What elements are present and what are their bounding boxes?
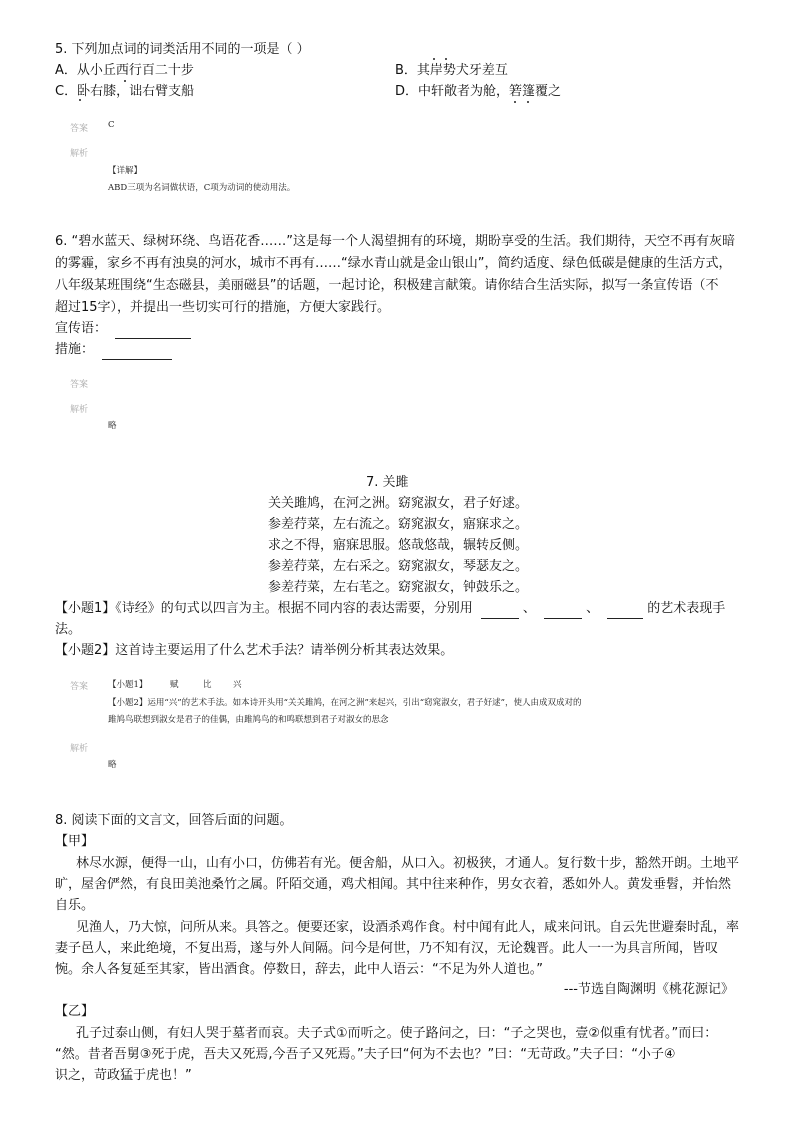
q8-yi-line: “然。昔者吾舅③死于虎，吾夫又死焉,今吾子又死焉。”夫子曰“何为不去也？”曰：“无苛政。”夫子曰：“小子④ bbox=[55, 1047, 676, 1062]
q6-slogan-blank[interactable] bbox=[115, 324, 191, 339]
q8-stem: 8. 阅读下面的文言文，回答后面的问题。 bbox=[55, 813, 293, 828]
q7-sub1-sep: 、 bbox=[522, 601, 536, 616]
q7-ans1-word: 兴 bbox=[233, 680, 242, 690]
q8-jia-source: ---节选自陶渊明《桃花源记》 bbox=[563, 982, 734, 997]
q7-sub1-text: 【小题1】《诗经》的句式以四言为主。根据不同内容的表达需要，分别用 bbox=[55, 601, 473, 616]
emphasis-dot bbox=[433, 58, 435, 60]
q7-poem-line: 求之不得，寤寐思服。悠哉悠哉，辗转反侧。 bbox=[268, 538, 529, 553]
emphasis-dot bbox=[124, 80, 126, 82]
q5-analysis-tag: 【详解】 bbox=[108, 166, 143, 176]
q6-analysis-label: 解析 bbox=[70, 405, 89, 415]
q7-ans2-line: 【小题2】运用“兴”的艺术手法。如本诗开头用“关关雎鸠，在河之洲”来起兴，引出“窈窕淑女，君子好逑”，使人由成双成对的 bbox=[108, 698, 582, 708]
q6-measure-label: 措施： bbox=[55, 342, 95, 357]
q5-option-c: C．卧右膝，诎右臂支船 bbox=[55, 84, 195, 99]
q8-jia-line: 林尽水源，便得一山，山有小口，仿佛若有光。便舍船，从口入。初极狭，才通人。复行数十步，豁然开朗。土地平 bbox=[76, 856, 740, 871]
q7-ans1-word: 赋 bbox=[170, 680, 179, 690]
q5-option-b: B．其岸势犬牙差互 bbox=[395, 63, 508, 78]
q6-slogan-row bbox=[55, 319, 191, 339]
q5-analysis-text: ABD三项为名词做状语，C项为动词的使动用法。 bbox=[108, 183, 296, 193]
q8-yi-line: 识之，苛政猛于虎也！” bbox=[55, 1068, 192, 1083]
q7-poem-line: 关关雎鸠，在河之洲。窈窕淑女，君子好逑。 bbox=[268, 496, 529, 511]
q7-title: 7. 关雎 bbox=[366, 475, 409, 490]
q6-stem-line: 6. “碧水蓝天、绿树环绕、鸟语花香……”这是每一个人渴望拥有的环境，期盼享受的生活。我们期待，天空不再有灰暗 bbox=[55, 234, 736, 249]
q6-analysis-text: 略 bbox=[108, 421, 117, 431]
q7-sub1-blank-2[interactable] bbox=[544, 604, 582, 619]
q8-jia-line: 妻子邑人，来此绝境，不复出焉，遂与外人间隔。问今是何世，乃不知有汉，无论魏晋。此人一一为具言所闻，皆叹 bbox=[55, 941, 719, 956]
q7-sub1-blank-1[interactable] bbox=[481, 604, 519, 619]
q7-ans1-tag: 【小题1】 bbox=[108, 680, 148, 690]
q7-sub1-sep: 、 bbox=[586, 601, 600, 616]
q5-option-d: D．中轩敞者为舱，箬篷覆之 bbox=[395, 84, 562, 99]
q5-analysis-label: 解析 bbox=[70, 149, 89, 159]
q5-option-a: A．从小丘西行百二十步 bbox=[55, 63, 194, 78]
q7-poem-line: 参差荇菜，左右芼之。窈窕淑女，钟鼓乐之。 bbox=[268, 580, 529, 595]
q8-jia-label: 【甲】 bbox=[55, 834, 95, 849]
q7-poem-line: 参差荇菜，左右采之。窈窕淑女，琴瑟友之。 bbox=[268, 559, 529, 574]
q8-yi-label: 【乙】 bbox=[55, 1004, 95, 1019]
q7-sub2: 【小题2】这首诗主要运用了什么艺术手法？请举例分析其表达效果。 bbox=[55, 643, 454, 658]
q8-yi-line: 孔子过泰山侧，有妇人哭于墓者而哀。夫子式①而听之。使子路问之，曰：“子之哭也，壹②似重有忧者。”而曰： bbox=[76, 1026, 718, 1041]
q7-ans1-word: 比 bbox=[203, 680, 212, 690]
q6-measure-row bbox=[55, 340, 172, 360]
q5-answer: C bbox=[108, 120, 115, 130]
emphasis-dot bbox=[79, 99, 81, 101]
q5-answer-label: 答案 bbox=[70, 124, 89, 134]
q6-stem-line: 的雾霾，家乡不再有浊臭的河水，城市不再有……“绿水青山就是金山银山”，简约适度、绿色低碳是健康的生活方式， bbox=[55, 256, 732, 271]
q6-slogan-label: 宣传语： bbox=[55, 321, 108, 336]
emphasis-dot bbox=[527, 101, 529, 103]
q7-analysis-label: 解析 bbox=[70, 744, 89, 754]
q7-answer-label: 答案 bbox=[70, 682, 89, 692]
q8-jia-line: 旷，屋舍俨然，有良田美池桑竹之属。阡陌交通，鸡犬相闻。其中往来种作，男女衣着，悉如外人。黄发垂髫，并怡然 bbox=[55, 877, 732, 892]
q8-jia-line: 惋。余人各复延至其家，皆出酒食。停数日，辞去，此中人语云：“不足为外人道也。” bbox=[55, 962, 543, 977]
emphasis-dot bbox=[445, 58, 447, 60]
q6-stem-line: 超过15字），并提出一些切实可行的措施，方便大家践行。 bbox=[55, 300, 391, 315]
q7-sub1-text: 的艺术表现手 bbox=[647, 601, 726, 616]
q5-stem: 5. 下列加点词的词类活用不同的一项是（ ） bbox=[55, 42, 310, 57]
q7-analysis-text: 略 bbox=[108, 760, 117, 770]
emphasis-dot bbox=[514, 101, 516, 103]
q7-ans2-line: 雎鸠鸟联想到淑女是君子的佳偶，由雎鸠鸟的和鸣联想到君子对淑女的思念 bbox=[108, 715, 389, 725]
q7-sub1-cont: 法。 bbox=[55, 622, 82, 637]
q6-measure-blank[interactable] bbox=[102, 345, 172, 360]
q8-jia-line: 见渔人，乃大惊，问所从来。具答之。便要还家，设酒杀鸡作食。村中闻有此人，咸来问讯。自云先世避秦时乱，率 bbox=[76, 920, 740, 935]
q8-jia-line: 自乐。 bbox=[55, 898, 95, 913]
q6-stem-line: 八年级某班围绕“生态磁县，美丽磁县”的话题，一起讨论，积极建言献策。请你结合生活实际，拟写一条宣传语（不 bbox=[55, 278, 719, 293]
q7-sub1-blank-3[interactable] bbox=[607, 604, 643, 619]
q7-poem-line: 参差荇菜，左右流之。窈窕淑女，寤寐求之。 bbox=[268, 517, 529, 532]
q7-sub1 bbox=[55, 599, 725, 619]
q6-answer-label: 答案 bbox=[70, 380, 89, 390]
